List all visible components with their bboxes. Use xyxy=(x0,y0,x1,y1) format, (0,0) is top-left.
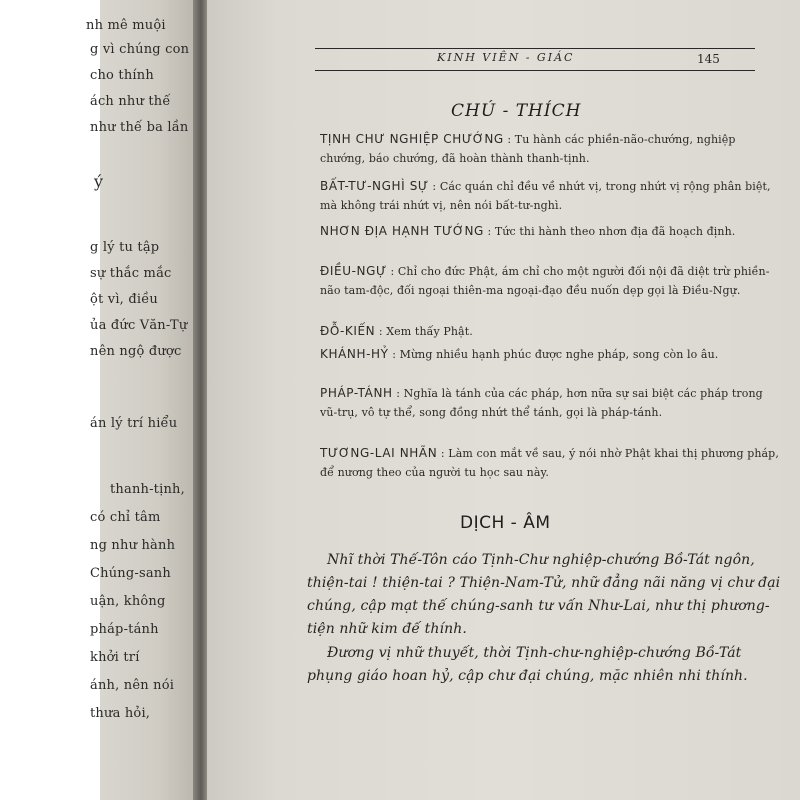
left-page-line: ột vì, điều xyxy=(90,292,158,307)
note-definition: : Xem thấy Phật. xyxy=(375,325,473,338)
header-rule xyxy=(315,48,755,49)
note-item xyxy=(320,444,780,482)
left-page-line: ánh, nên nói xyxy=(90,678,175,693)
note-definition: : Nghĩa là tánh của các pháp, hơn nữa sự sai biệt các pháp trong vũ-trụ, vô tự thể, song đồng nhứt thể tánh, gọi là pháp-tánh. xyxy=(320,387,763,419)
left-page-line: sự thắc mắc xyxy=(90,266,172,281)
note-term: BẤT-TƯ-NGHÌ SỰ xyxy=(320,179,429,193)
left-page-line: khởi trí xyxy=(90,650,140,665)
left-page-line: nên ngộ được xyxy=(90,344,182,359)
note-definition: : Tức thi hành theo nhơn địa đã hoạch định. xyxy=(483,225,736,238)
note-term: ĐIỀU-NGỰ xyxy=(320,264,387,278)
left-page-line: Chúng-sanh xyxy=(90,566,171,581)
note-item xyxy=(320,384,780,422)
right-page xyxy=(207,0,800,800)
left-page-line: g vì chúng con xyxy=(90,42,190,57)
left-page-line: án lý trí hiểu xyxy=(90,416,178,431)
translation-heading: DỊCH - ÂM xyxy=(460,513,551,533)
note-item xyxy=(320,177,780,215)
header-rule xyxy=(315,70,755,71)
left-page-line: ng như hành xyxy=(90,538,176,553)
note-term: ĐỖ-KIẾN xyxy=(320,324,376,338)
note-item xyxy=(320,322,780,341)
note-definition: : Chỉ cho đức Phật, ám chỉ cho một người đối nội đã diệt trừ phiền-não tam-độc, đối ngoại thiên-ma ngoại-đạo đều nuốn dẹp gọi là Điều-Ngự. xyxy=(320,265,770,297)
left-page-line: nh mê muội xyxy=(86,18,166,33)
note-term: KHÁNH-HỶ xyxy=(320,347,389,361)
left-page-line: pháp-tánh xyxy=(90,622,159,637)
left-page-line: ách như thế xyxy=(90,94,171,109)
note-term: TỊNH CHƯ NGHIỆP CHƯỚNG xyxy=(320,132,504,146)
left-page-line: có chỉ tâm xyxy=(90,510,161,525)
note-term: PHÁP-TÁNH xyxy=(320,386,393,400)
translation-paragraph: Đương vị nhữ thuyết, thời Tịnh-chư-nghiệp-chướng Bồ-Tát phụng giáo hoan hỷ, cập chư đại chúng, mặc nhiên nhi thính. xyxy=(307,645,748,684)
notes-heading: CHÚ - THÍCH xyxy=(451,101,582,121)
note-item xyxy=(320,130,780,168)
book-photo xyxy=(86,0,800,800)
left-page-line: cho thính xyxy=(90,68,154,83)
note-term: NHƠN ĐỊA HẠNH TƯỚNG xyxy=(320,224,484,238)
note-item xyxy=(320,222,780,241)
left-page xyxy=(86,0,198,800)
left-page-line: ý xyxy=(94,172,104,191)
left-page-line: thanh-tịnh, xyxy=(110,482,185,497)
left-page-line: ủa đức Văn-Tự xyxy=(90,318,188,333)
note-definition: : Các quán chỉ đều về nhứt vị, trong nhứt vị rộng phân biệt, mà không trái nhứt vị, nên nói bất-tư-nghì. xyxy=(320,180,771,212)
note-definition: : Mừng nhiều hạnh phúc được nghe pháp, song còn lo âu. xyxy=(388,348,719,361)
note-item xyxy=(320,262,780,300)
left-page-line: thưa hỏi, xyxy=(90,706,151,721)
left-page-line: g lý tu tập xyxy=(90,240,160,255)
note-definition: : Tu hành các phiền-não-chướng, nghiệp chướng, báo chướng, đã hoàn thành thanh-tịnh. xyxy=(320,133,736,165)
translation-paragraph: Nhĩ thời Thế-Tôn cáo Tịnh-Chư nghiệp-chướng Bồ-Tát ngôn, thiện-tai ! thiện-tai ? Thiện-Nam-Tử, nhữ đẳng nãi năng vị chư đại chúng, cập mạt thế chúng-sanh tư vấn Như-Lai, như thị phương-tiện nhữ kim đế thính. xyxy=(307,552,781,637)
note-term: TƯƠNG-LAI NHÃN xyxy=(320,446,438,460)
note-item xyxy=(320,345,780,364)
page-number: 145 xyxy=(697,52,720,66)
left-page-line: như thế ba lần xyxy=(90,120,189,135)
running-header: KINH VIÊN - GIÁC xyxy=(437,51,575,64)
note-definition: : Làm con mắt về sau, ý nói nhờ Phật khai thị phương pháp, để nương theo của người tu học sau này. xyxy=(320,447,779,479)
left-page-line: uận, không xyxy=(90,594,166,609)
